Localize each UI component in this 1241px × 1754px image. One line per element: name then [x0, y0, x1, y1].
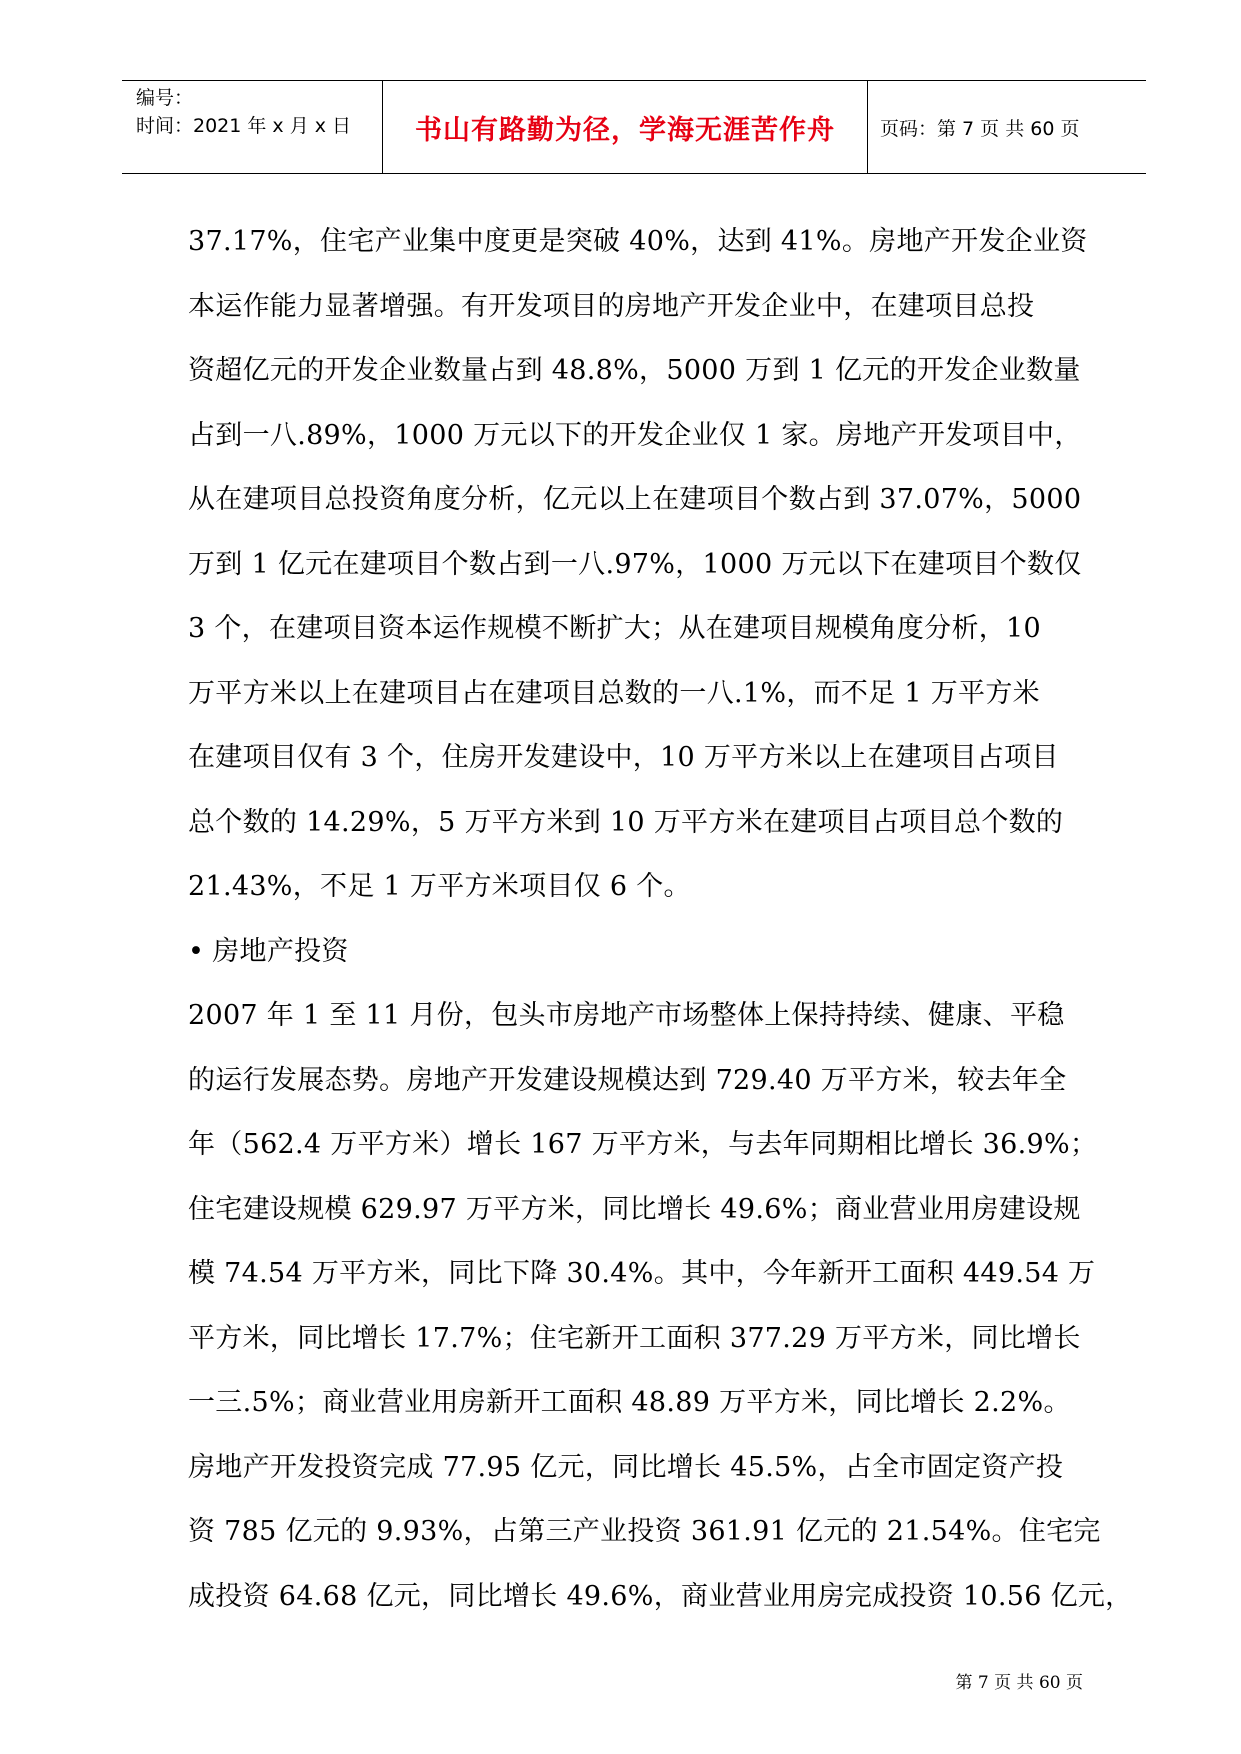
- section-heading: [188, 920, 1088, 985]
- body-line: 占到一八.89%，1000 万元以下的开发企业仅 1 家。房地产开发项目中，: [188, 419, 1082, 451]
- body-line: 模 74.54 万平方米，同比下降 30.4%。其中，今年新开工面积 449.54 万: [188, 1258, 1096, 1289]
- header-page-info: 页码：第 7 页 共 60 页: [880, 117, 1080, 140]
- page-footer: 第 7 页 共 60 页: [955, 1673, 1083, 1693]
- document-date-label: 时间：2021 年 x 月 x 日: [136, 115, 352, 137]
- body-line: 一三.5%；商业营业用房新开工面积 48.89 万平方米，同比增长 2.2%。: [188, 1387, 1071, 1418]
- document-number-label: 编号：: [136, 87, 194, 109]
- body-line: 3 个，在建项目资本运作规模不断扩大；从在建项目规模角度分析，10: [188, 613, 1042, 644]
- page-header: [122, 80, 1146, 174]
- header-meta-cell: [122, 81, 382, 173]
- document-body: [188, 210, 1133, 1629]
- body-line: 的运行发展态势。房地产开发建设规模达到 729.40 万平方米，较去年全: [188, 1064, 1067, 1096]
- body-line: 21.43%，不足 1 万平方米项目仅 6 个。: [188, 871, 691, 902]
- body-line: 2007 年 1 至 11 月份，包头市房地产市场整体上保持持续、健康、平稳: [188, 1000, 1065, 1031]
- body-line: 资超亿元的开发企业数量占到 48.8%，5000 万到 1 亿元的开发企业数量: [188, 355, 1081, 386]
- body-line: 成投资 64.68 亿元，同比增长 49.6%，商业营业用房完成投资 10.56 亿元，: [188, 1580, 1133, 1612]
- body-line: 37.17%，住宅产业集中度更是突破 40%，达到 41%。房地产开发企业资: [188, 226, 1088, 257]
- body-line: 在建项目仅有 3 个，住房开发建设中，10 万平方米以上在建项目占项目: [188, 742, 1059, 773]
- body-line: 万到 1 亿元在建项目个数占到一八.97%，1000 万元以下在建项目个数仅: [188, 548, 1082, 580]
- header-motto-cell: [382, 81, 868, 173]
- body-line: 万平方米以上在建项目占在建项目总数的一八.1%，而不足 1 万平方米: [188, 677, 1040, 709]
- section-heading-label: 房地产投资: [212, 935, 349, 967]
- body-line: 本运作能力显著增强。有开发项目的房地产开发企业中，在建项目总投: [188, 290, 1035, 322]
- body-line: 资 785 亿元的 9.93%，占第三产业投资 361.91 亿元的 21.54%。住宅完: [188, 1516, 1101, 1547]
- header-motto: 书山有路勤为径，学海无涯苦作舟: [415, 114, 835, 146]
- header-page-cell: [868, 81, 1146, 173]
- body-line: 房地产开发投资完成 77.95 亿元，同比增长 45.5%，占全市固定资产投: [188, 1451, 1064, 1483]
- body-line: 住宅建设规模 629.97 万平方米，同比增长 49.6%；商业营业用房建设规: [188, 1193, 1081, 1225]
- body-line: 年（562.4 万平方米）增长 167 万平方米，与去年同期相比增长 36.9%；: [188, 1129, 1098, 1160]
- bullet-icon: •: [188, 935, 205, 967]
- body-line: 平方米，同比增长 17.7%；住宅新开工面积 377.29 万平方米，同比增长: [188, 1322, 1081, 1354]
- body-line: 总个数的 14.29%，5 万平方米到 10 万平方米在建项目占项目总个数的: [188, 806, 1064, 838]
- body-line: 从在建项目总投资角度分析，亿元以上在建项目个数占到 37.07%，5000: [188, 484, 1082, 515]
